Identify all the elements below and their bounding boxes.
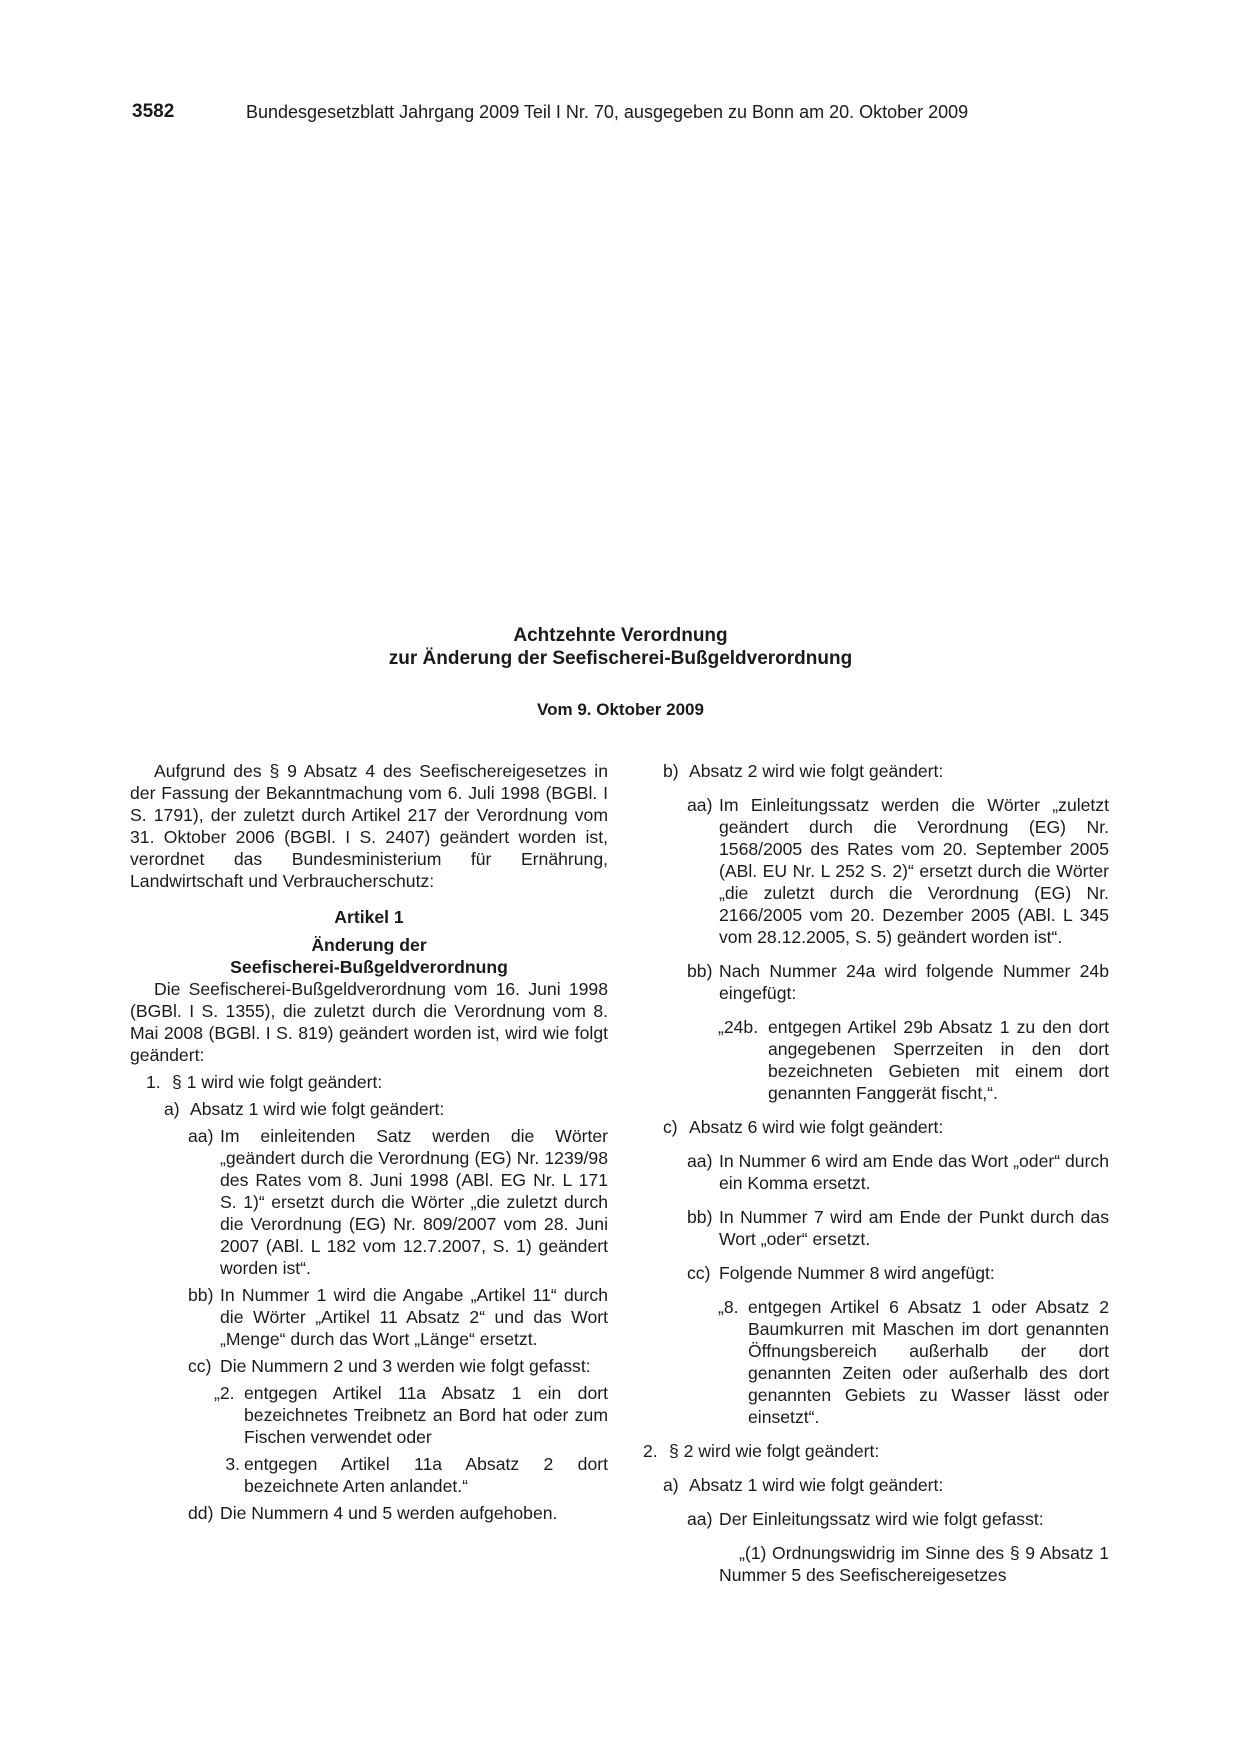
item-label: bb) <box>687 961 713 981</box>
item-label: b) <box>663 761 679 781</box>
item-label: 2. <box>643 1441 658 1461</box>
title-line-1: Achtzehnte Verordnung <box>513 625 728 646</box>
article-heading: Artikel 1 <box>334 907 404 927</box>
item-label: cc) <box>188 1356 212 1376</box>
item-text: entgegen Artikel 11a Absatz 1 ein dort bezeichnetes Treibnetz an Bord hat oder zum Fischen verwendet oder <box>244 1383 608 1447</box>
item-label: „2. <box>214 1383 235 1403</box>
quoted-paragraph: „(1) Ordnungswidrig im Sinne des § 9 Absatz 1 Nummer 5 des Seefischereigesetzes <box>719 1543 1109 1585</box>
item-text: entgegen Artikel 6 Absatz 1 oder Absatz 2 Baumkurren mit Maschen im dort genannten Öffnungsbereich außerhalb der dort genannten Zeiten oder außerhalb des dort genannten Gebiets zu Wasser lässt oder einsetzt“. <box>748 1297 1109 1427</box>
list-item <box>643 1206 1109 1250</box>
left-column <box>130 760 608 1524</box>
item-text: Absatz 1 wird wie folgt geändert: <box>190 1099 445 1119</box>
list-item <box>643 1508 1109 1530</box>
document-date: Vom 9. Oktober 2009 <box>537 700 704 719</box>
list-item <box>643 1150 1109 1194</box>
item-text: In Nummer 7 wird am Ende der Punkt durch das Wort „oder“ ersetzt. <box>719 1207 1109 1249</box>
item-text: entgegen Artikel 11a Absatz 2 dort bezeichnete Arten anlandet.“ <box>244 1454 608 1496</box>
item-label: 1. <box>146 1072 161 1092</box>
item-text: Absatz 6 wird wie folgt geändert: <box>689 1117 944 1137</box>
item-text: In Nummer 6 wird am Ende das Wort „oder“ durch ein Komma ersetzt. <box>719 1151 1109 1193</box>
item-text: Absatz 2 wird wie folgt geändert: <box>689 761 944 781</box>
page-number: 3582 <box>132 101 175 122</box>
list-item <box>643 1116 1109 1138</box>
list-item <box>643 1474 1109 1496</box>
item-text: § 1 wird wie folgt geändert: <box>172 1072 383 1092</box>
item-text: Nach Nummer 24a wird folgende Nummer 24b eingefügt: <box>719 961 1109 1003</box>
list-item <box>130 1284 608 1350</box>
item-label: 3. <box>225 1454 240 1474</box>
article-title-line-1: Änderung der <box>311 935 427 955</box>
item-label: aa) <box>687 1151 713 1171</box>
quoted-item <box>130 1453 608 1497</box>
quoted-item <box>130 1382 608 1448</box>
item-label: bb) <box>687 1207 713 1227</box>
document-title <box>0 624 1241 670</box>
item-label: a) <box>663 1475 679 1495</box>
item-label: „8. <box>718 1297 739 1317</box>
item-text: In Nummer 1 wird die Angabe „Artikel 11“ durch die Wörter „Artikel 11 Absatz 2“ und das Wort „Menge“ durch das Wort „Länge“ ersetzt. <box>220 1285 608 1349</box>
list-item <box>643 760 1109 782</box>
item-label: dd) <box>188 1503 214 1523</box>
item-text: Folgende Nummer 8 wird angefügt: <box>719 1263 995 1283</box>
article-title-line-2: Seefischerei-Bußgeldverordnung <box>230 957 508 977</box>
item-label: a) <box>164 1099 180 1119</box>
item-label: c) <box>663 1117 678 1137</box>
list-item <box>130 1071 608 1093</box>
article-intro: Die Seefischerei-Bußgeldverordnung vom 16. Juni 1998 (BGBl. I S. 1355), die zuletzt durch die Verordnung vom 8. Mai 2008 (BGBl. I S. 819) geändert worden ist, wird wie folgt geändert: <box>130 979 608 1065</box>
item-label: cc) <box>687 1263 711 1283</box>
item-text: Im einleitenden Satz werden die Wörter „geändert durch die Verordnung (EG) Nr. 1239/98 des Rates vom 8. Juni 1998 (ABl. EG Nr. L 171 S. 1)“ ersetzt durch die Wörter „die zuletzt durch die Verordnung (EG) Nr. 809/2007 vom 28. Juni 2007 (ABl. L 182 vom 12.7.2007, S. 1) geändert worden ist“. <box>220 1126 608 1278</box>
list-item <box>643 1262 1109 1284</box>
list-item <box>130 1355 608 1377</box>
item-text: Der Einleitungssatz wird wie folgt gefasst: <box>719 1509 1044 1529</box>
list-item <box>643 794 1109 948</box>
title-line-2: zur Änderung der Seefischerei-Bußgeldverordnung <box>388 648 853 669</box>
item-label: aa) <box>687 795 713 815</box>
list-item <box>643 1440 1109 1462</box>
list-item <box>643 960 1109 1004</box>
item-label: aa) <box>687 1509 713 1529</box>
list-item <box>130 1502 608 1524</box>
preamble: Aufgrund des § 9 Absatz 4 des Seefischereigesetzes in der Fassung der Bekanntmachung vom 6. Juli 1998 (BGBl. I S. 1791), der zuletzt durch Artikel 217 der Verordnung vom 31. Oktober 2006 (BGBl. I S. 2407) geändert worden ist, verordnet das Bundesministerium für Ernährung, Landwirtschaft und Verbraucherschutz: <box>130 761 608 891</box>
item-text: entgegen Artikel 29b Absatz 1 zu den dort angegebenen Sperrzeiten in den dort bezeichneten Gebieten mit einem dort genannten Fanggerät fischt,“. <box>768 1017 1109 1103</box>
right-column <box>643 760 1109 1586</box>
item-text: Absatz 1 wird wie folgt geändert: <box>689 1475 944 1495</box>
quoted-item <box>643 1296 1109 1428</box>
publication-line: Bundesgesetzblatt Jahrgang 2009 Teil I Nr. 70, ausgegeben zu Bonn am 20. Oktober 2009 <box>246 102 969 122</box>
list-item <box>130 1098 608 1120</box>
item-text: Die Nummern 4 und 5 werden aufgehoben. <box>220 1503 558 1523</box>
list-item <box>130 1125 608 1279</box>
quoted-item <box>643 1016 1109 1104</box>
item-label: „24b. <box>718 1017 759 1037</box>
item-text: § 2 wird wie folgt geändert: <box>669 1441 880 1461</box>
item-label: bb) <box>188 1285 214 1305</box>
item-text: Im Einleitungssatz werden die Wörter „zuletzt geändert durch die Verordnung (EG) Nr. 1568/2005 des Rates vom 20. September 2005 (ABl. EU Nr. L 252 S. 2)“ ersetzt durch die Wörter „die zuletzt durch die Verordnung (EG) Nr. 2166/2005 vom 20. Dezember 2005 (ABl. L 345 vom 28.12.2005, S. 5) geändert worden ist“. <box>719 795 1109 947</box>
item-label: aa) <box>188 1126 214 1146</box>
item-text: Die Nummern 2 und 3 werden wie folgt gefasst: <box>220 1356 591 1376</box>
